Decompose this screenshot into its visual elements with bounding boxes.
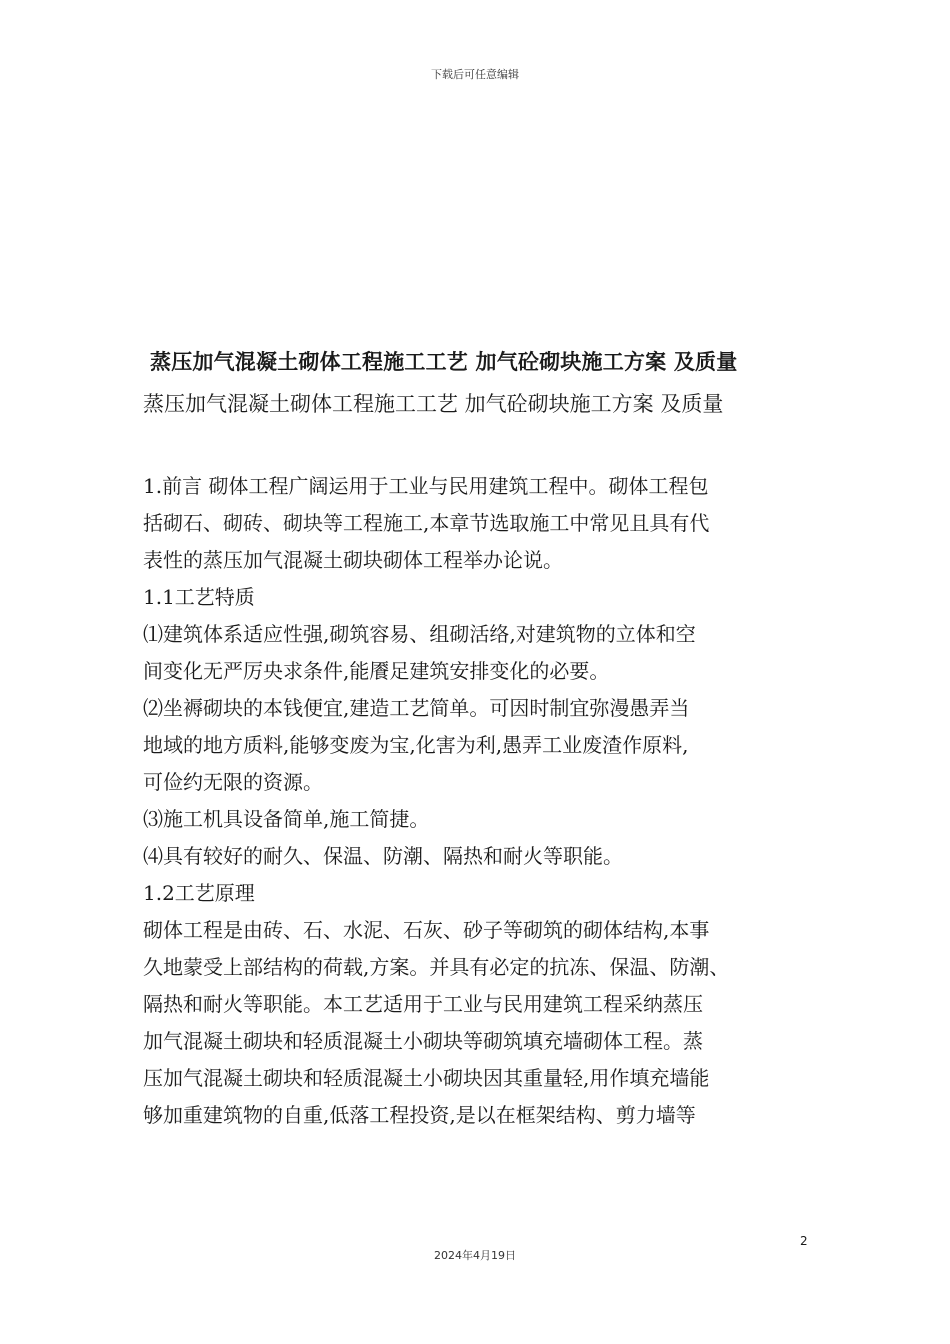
body-line: 括砌石、砌砖、砌块等工程施工,本章节选取施工中常见且具有代	[143, 511, 710, 535]
page-header: 下载后可任意编辑	[431, 68, 519, 81]
list-item: ⑶施工机具设备简单,施工简捷。	[143, 807, 430, 831]
list-item: ⑵坐褥砌块的本钱便宜,建造工艺简单。可因时制宜弥漫愚弄当	[143, 696, 690, 720]
body-line: 地域的地方质料,能够变废为宝,化害为利,愚弄工业废渣作原料,	[143, 733, 689, 757]
body-line: 压加气混凝土砌块和轻质混凝土小砌块因其重量轻,用作填充墙能	[143, 1066, 710, 1090]
section-heading: 1.2工艺原理	[143, 881, 255, 905]
page-footer-date: 2024年4月19日	[434, 1249, 516, 1262]
body-line: 砌体工程是由砖、石、水泥、石灰、砂子等砌筑的砌体结构,本事	[143, 918, 710, 942]
section-heading: 1.1工艺特质	[143, 585, 255, 609]
body-line: 够加重建筑物的自重,低落工程投资,是以在框架结构、剪力墙等	[143, 1103, 696, 1127]
body-line: 可俭约无限的资源。	[143, 770, 323, 794]
list-item: ⑴建筑体系适应性强,砌筑容易、组砌活络,对建筑物的立体和空	[143, 622, 696, 646]
document-title-bold: 蒸压加气混凝土砌体工程施工工艺 加气砼砌块施工方案 及质量	[150, 349, 738, 374]
body-line: 1.前言 砌体工程广阔运用于工业与民用建筑工程中。砌体工程包	[143, 474, 709, 498]
body-line: 间变化无严厉央求条件,能餍足建筑安排变化的必要。	[143, 659, 610, 683]
body-line: 表性的蒸压加气混凝土砌块砌体工程举办论说。	[143, 548, 563, 572]
body-line: 加气混凝土砌块和轻质混凝土小砌块等砌筑填充墙砌体工程。蒸	[143, 1029, 703, 1053]
body-line: 久地蒙受上部结构的荷载,方案。并具有必定的抗冻、保温、防潮、	[143, 955, 730, 979]
page-number: 2	[800, 1234, 808, 1248]
document-body	[143, 468, 823, 1134]
document-title: 蒸压加气混凝土砌体工程施工工艺 加气砼砌块施工方案 及质量	[143, 392, 724, 416]
body-line: 隔热和耐火等职能。本工艺适用于工业与民用建筑工程采纳蒸压	[143, 992, 703, 1016]
list-item: ⑷具有较好的耐久、保温、防潮、隔热和耐火等职能。	[143, 844, 623, 868]
